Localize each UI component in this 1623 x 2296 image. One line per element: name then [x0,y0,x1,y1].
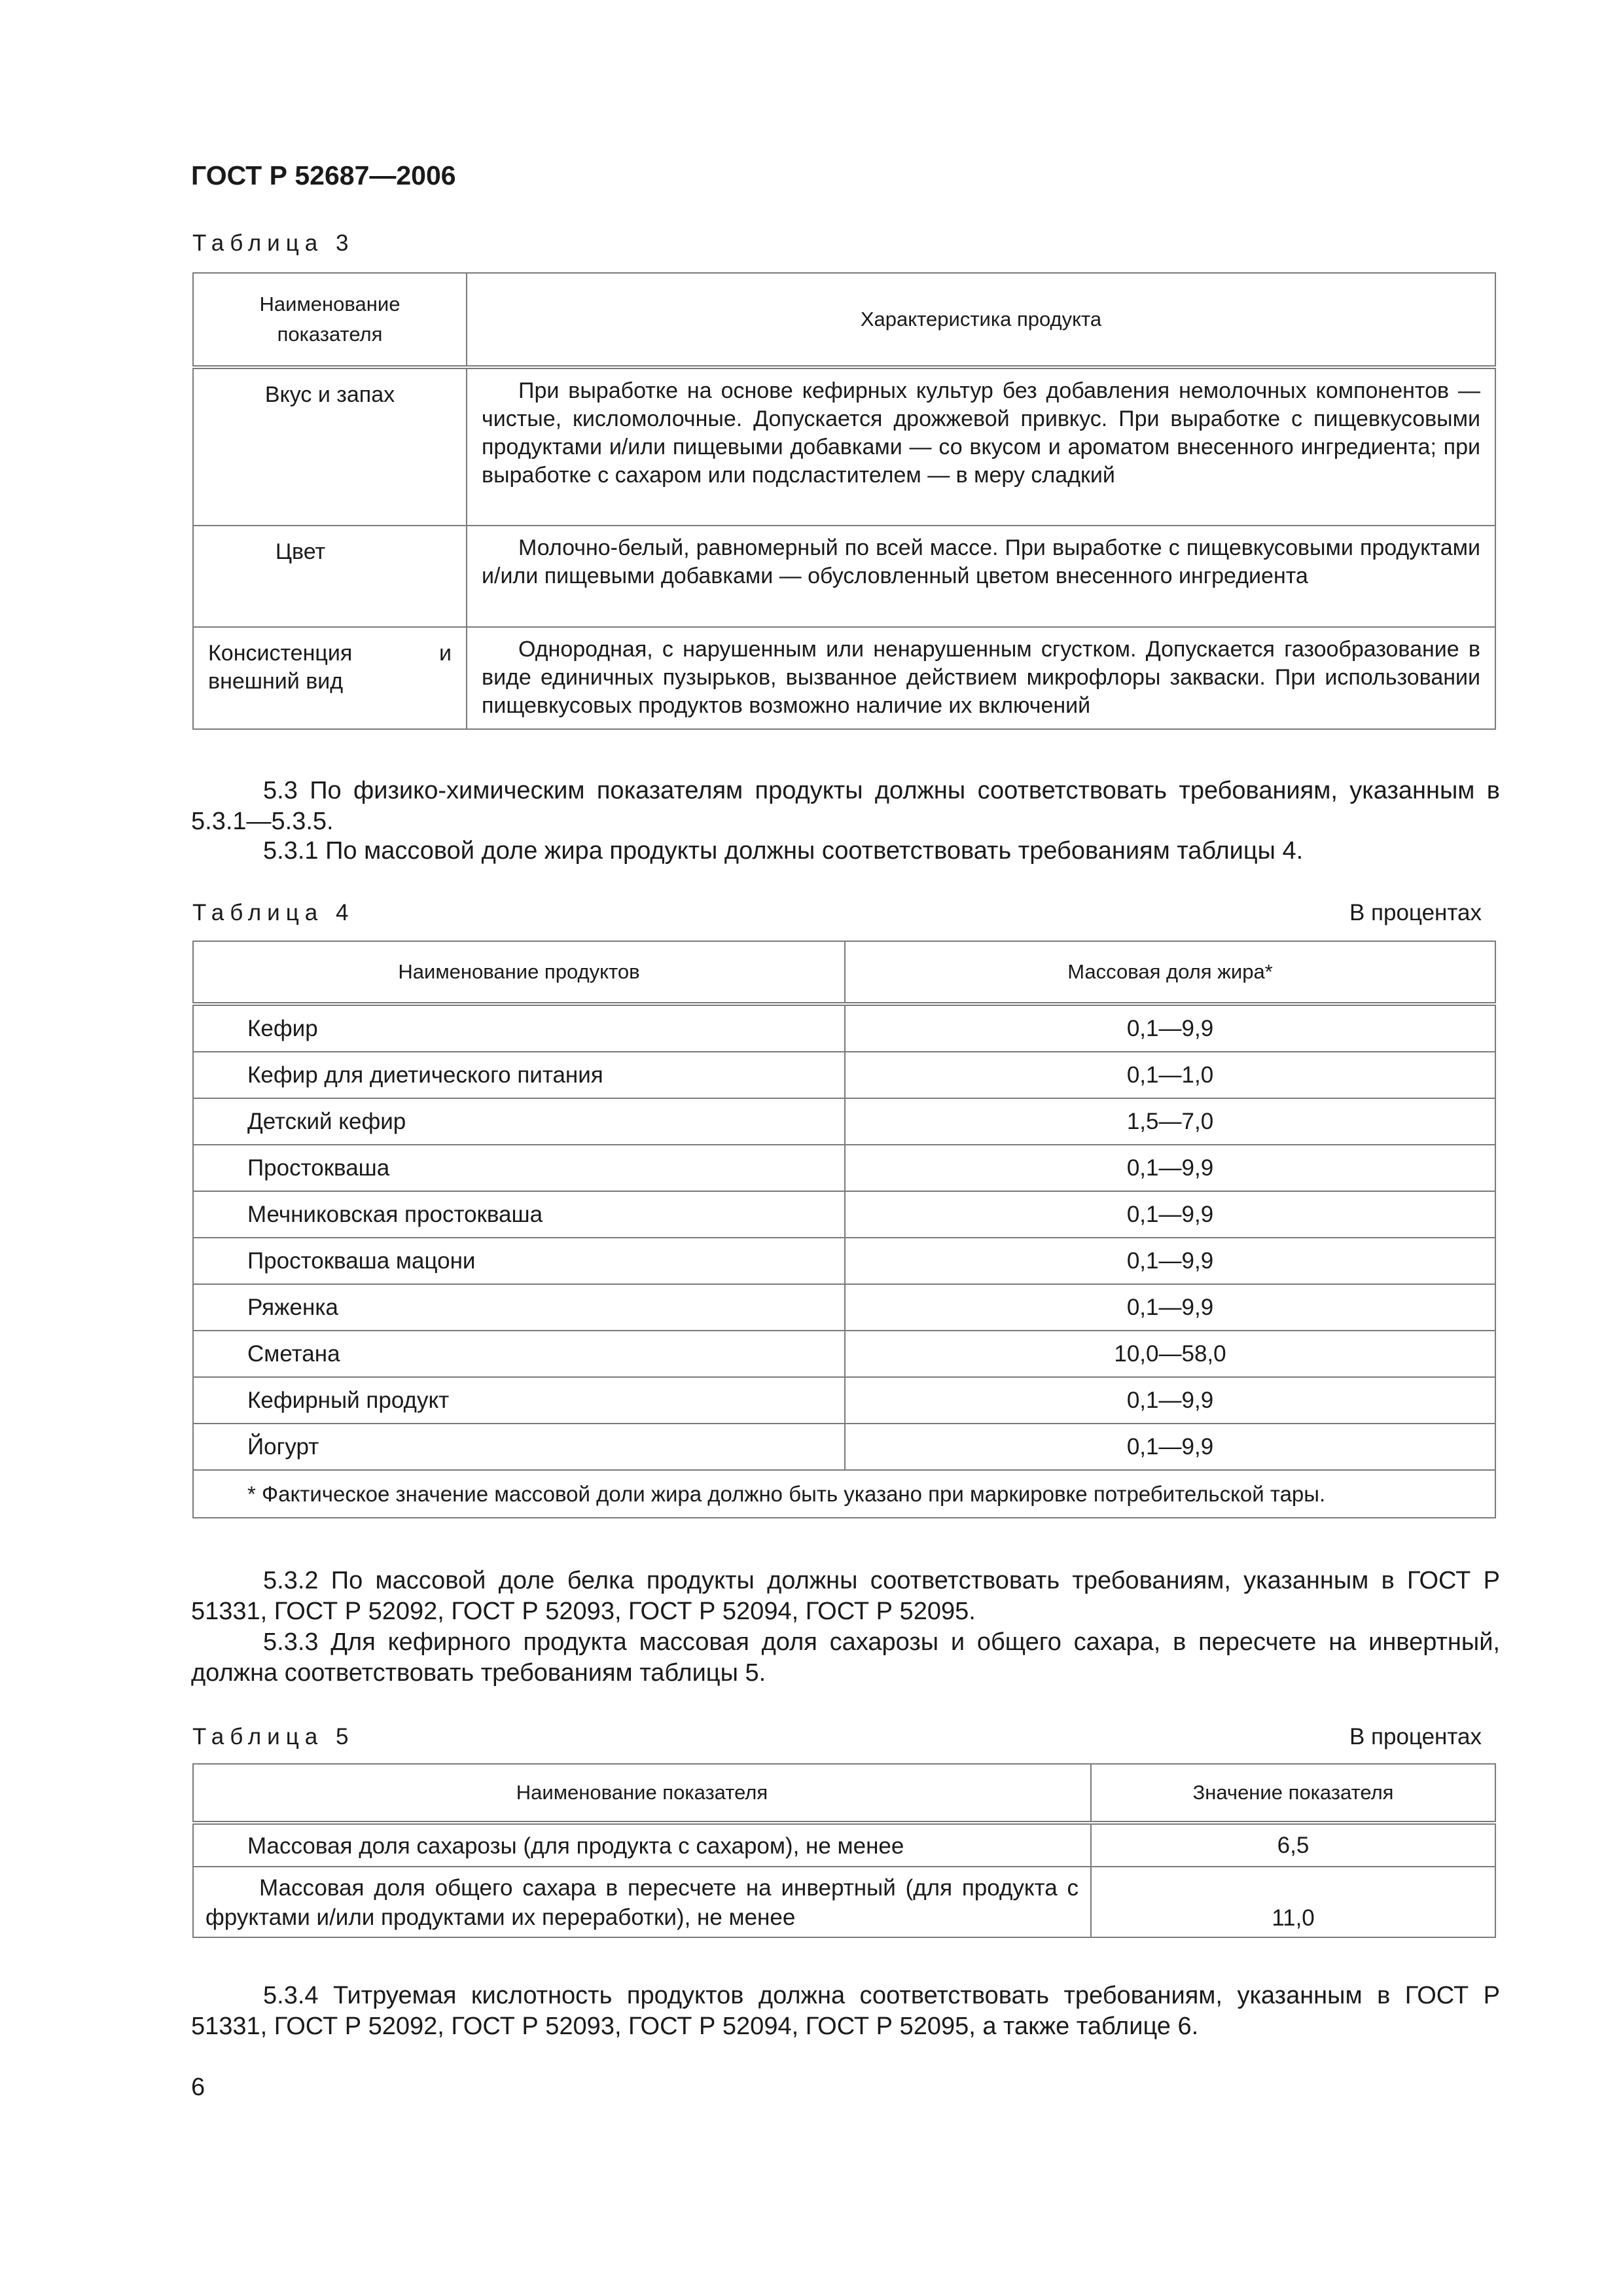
paragraph-5-3-3: 5.3.3 Для кефирного продукта массовая доля сахарозы и общего сахара, в пересчете на инвертный, должна соответствовать требованиям таблицы 5. [191,1628,1500,1687]
table4-product: Простокваша [193,1145,845,1191]
table3-header-row [193,273,1495,367]
table5-indicator: Массовая доля общего сахара в пересчете на инвертный (для продукта с фруктами и/или продуктами их переработки), не менее [193,1867,1091,1937]
table4-product: Сметана [193,1331,845,1377]
table5-units: В процентах [1349,1724,1482,1749]
table-row [193,1004,1495,1052]
table4-product: Йогурт [193,1424,845,1470]
table4-value: 0,1—9,9 [845,1424,1495,1470]
table4-product: Кефир для диетического питания [193,1052,845,1098]
paragraph-5-3-4: 5.3.4 Титруемая кислотность продуктов должна соответствовать требованиям, указанным в ГОСТ Р 51331, ГОСТ Р 52092, ГОСТ Р 52093, ГОСТ Р 52094, ГОСТ Р 52095, а также таблице 6. [191,1982,1500,2040]
table4-product: Кефирный продукт [193,1377,845,1424]
table3-indicator-name: Цвет [193,526,467,627]
table4-header-fat: Массовая доля жира* [845,941,1495,1004]
table4-product: Ряженка [193,1284,845,1331]
table3-characteristic: При выработке на основе кефирных культур без добавления немолочных компонентов — чистые, кисломолочные. Допускается дрожжевой привкус. При выработке с пищевкусовыми продуктами и/или пищевыми добавками — со вкусом и ароматом внесенного ингредиента; при выработке с сахаром или подсластителем — в меру сладкий [467,367,1495,526]
table4-footnote: * Фактическое значение массовой доли жира должно быть указано при маркировке потребительской тары. [193,1470,1495,1518]
table4-value: 0,1—9,9 [845,1145,1495,1191]
table-row [193,367,1495,526]
table3-indicator-name: Консистенция и внешний вид [193,627,467,729]
table5-header-indicator: Наименование показателя [193,1764,1091,1823]
table4-product: Кефир [193,1004,845,1052]
table4-product: Мечниковская простокваша [193,1191,845,1238]
table4-product: Простокваша мацони [193,1238,845,1284]
table4 [192,941,1496,1518]
table-row [193,627,1495,729]
table3-header-indicator: Наименование показателя [193,273,467,367]
table4-value: 0,1—9,9 [845,1004,1495,1052]
table5-value: 6,5 [1091,1823,1495,1867]
table3-indicator-name: Вкус и запах [193,367,467,526]
table-row [193,1284,1495,1331]
table-row [193,526,1495,627]
table-row [193,1052,1495,1098]
table-row [193,1823,1495,1867]
paragraph-5-3-1: 5.3.1 По массовой доле жира продукты должны соответствовать требованиям таблицы 4. [263,837,1304,865]
table5-header-row [193,1764,1495,1823]
table-row [193,1098,1495,1145]
table5 [192,1763,1496,1938]
document-header: ГОСТ Р 52687—2006 [191,160,456,190]
table4-header-row [193,941,1495,1004]
paragraph-5-3-2: 5.3.2 По массовой доле белка продукты должны соответствовать требованиям, указанным в ГОСТ Р 51331, ГОСТ Р 52092, ГОСТ Р 52093, ГОСТ Р 52094, ГОСТ Р 52095. [191,1567,1500,1625]
table-row [193,1331,1495,1377]
table5-value: 11,0 [1091,1867,1495,1937]
table5-indicator: Массовая доля сахарозы (для продукта с сахаром), не менее [193,1823,1091,1867]
table4-units: В процентах [1349,900,1482,925]
table4-value: 0,1—9,9 [845,1238,1495,1284]
table3-caption: Таблица 3 [192,230,355,256]
table-row [193,1145,1495,1191]
table4-value: 10,0—58,0 [845,1331,1495,1377]
table5-caption: Таблица 5 [192,1724,355,1749]
paragraph-5-3: 5.3 По физико-химическим показателям продукты должны соответствовать требованиям, указанным в 5.3.1—5.3.5. [191,777,1500,835]
table3-characteristic: Однородная, с нарушенным или ненарушенным сгустком. Допускается газообразование в виде единичных пузырьков, вызванное действием микрофлоры закваски. При использовании пищевкусовых продуктов возможно наличие их включений [467,627,1495,729]
table-row [193,1424,1495,1470]
table4-value: 0,1—9,9 [845,1377,1495,1424]
table4-value: 0,1—1,0 [845,1052,1495,1098]
page-number: 6 [191,2073,205,2101]
table4-value: 0,1—9,9 [845,1284,1495,1331]
table-row [193,1191,1495,1238]
table3-characteristic: Молочно-белый, равномерный по всей массе. При выработке с пищевкусовыми продуктами и/или пищевыми добавками — обусловленный цветом внесенного ингредиента [467,526,1495,627]
table3-header-characteristic: Характеристика продукта [467,273,1495,367]
table4-caption: Таблица 4 [192,900,355,925]
table4-footnote-row [193,1470,1495,1518]
table-row [193,1867,1495,1937]
table4-value: 0,1—9,9 [845,1191,1495,1238]
table5-header-value: Значение показателя [1091,1764,1495,1823]
table3 [192,272,1496,730]
table4-header-product: Наименование продуктов [193,941,845,1004]
table4-value: 1,5—7,0 [845,1098,1495,1145]
table-row [193,1238,1495,1284]
table-row [193,1377,1495,1424]
table4-product: Детский кефир [193,1098,845,1145]
